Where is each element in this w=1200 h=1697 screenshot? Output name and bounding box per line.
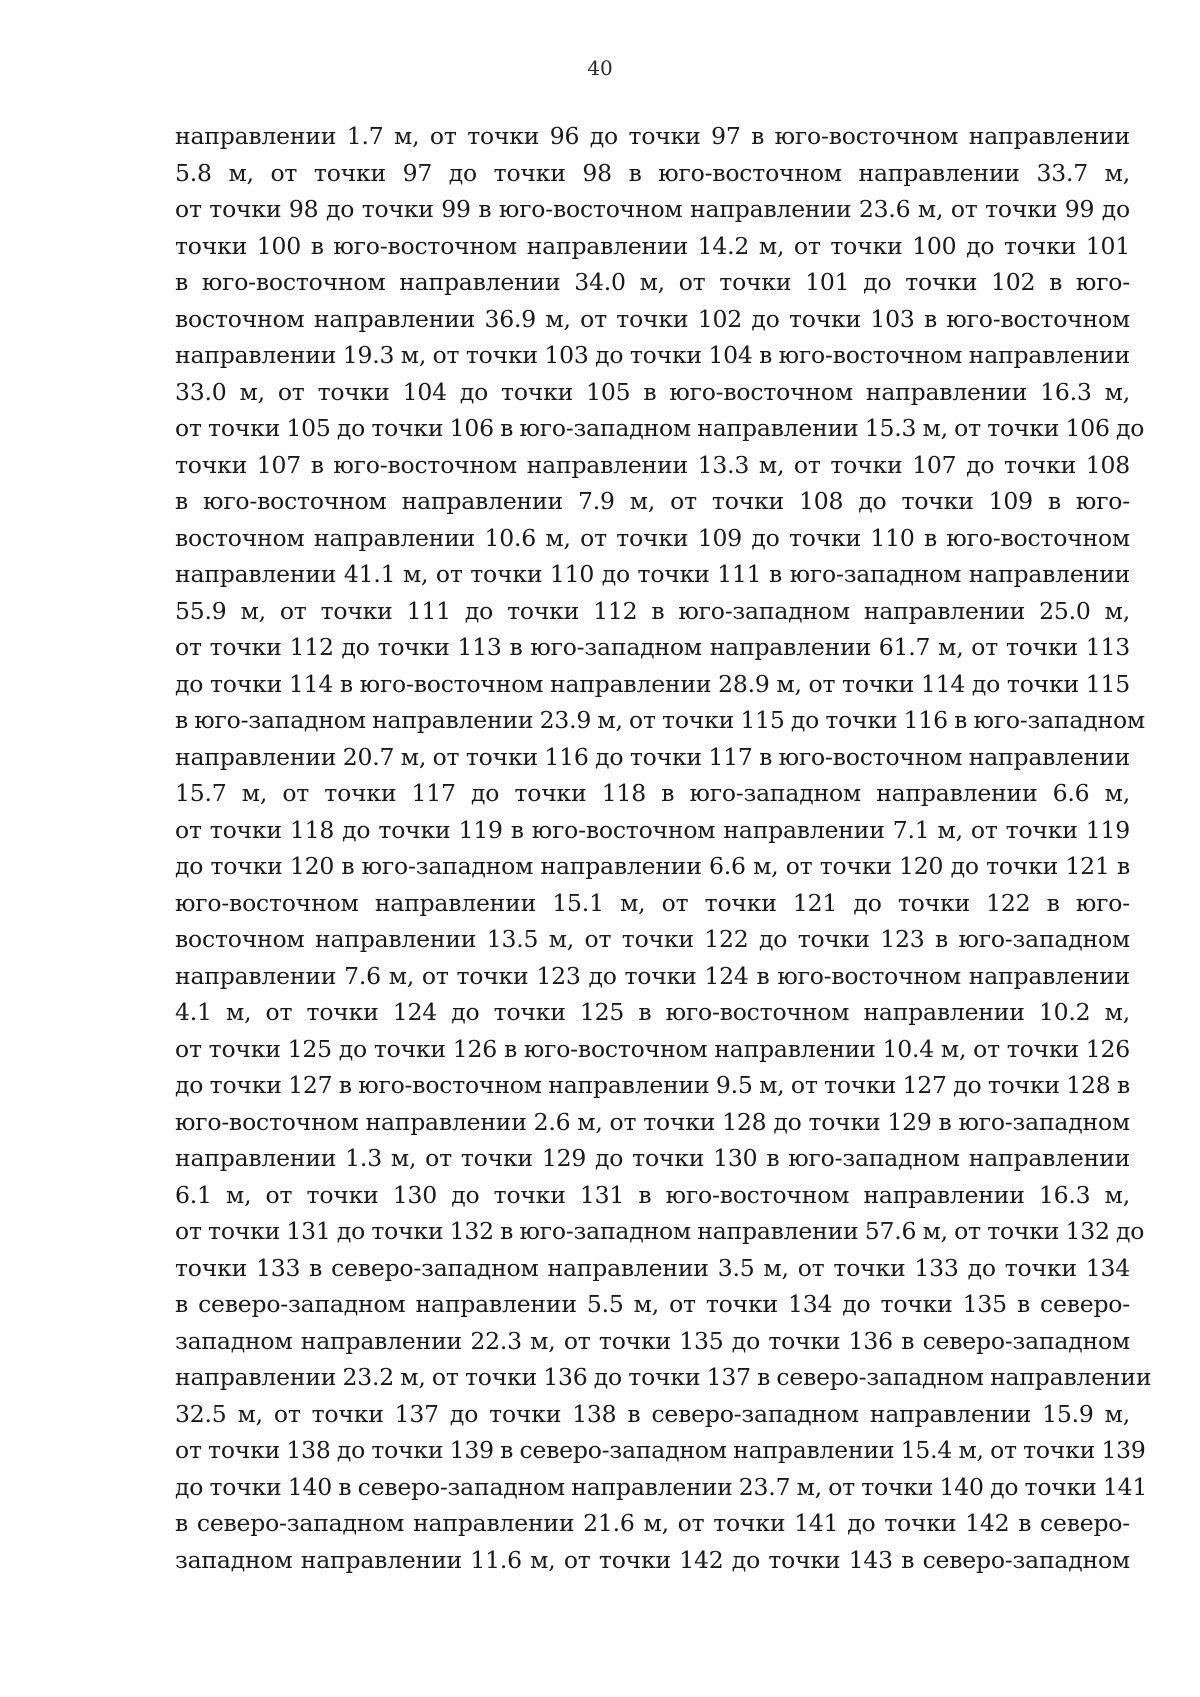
text-line: от точки 105 до точки 106 в юго-западном направлении 15.3 м, от точки 106 до	[175, 414, 1145, 442]
text-line: до точки 127 в юго-восточном направлении 9.5 м, от точки 127 до точки 128 в	[175, 1071, 1130, 1099]
body-text	[175, 118, 1152, 1578]
text-line: юго-восточном направлении 15.1 м, от точки 121 до точки 122 в юго-	[175, 888, 1130, 917]
text-line: западном направлении 11.6 м, от точки 142 до точки 143 в северо-западном	[175, 1545, 1130, 1574]
text-line: направлении 23.2 м, от точки 136 до точки 137 в северо-западном направлении	[175, 1363, 1152, 1391]
text-line: направлении 1.3 м, от точки 129 до точки 130 в юго-западном направлении	[175, 1144, 1130, 1172]
text-line: в юго-восточном направлении 7.9 м, от точки 108 до точки 109 в юго-	[175, 487, 1130, 515]
text-line: 55.9 м, от точки 111 до точки 112 в юго-западном направлении 25.0 м,	[175, 596, 1130, 625]
text-line: в северо-западном направлении 21.6 м, от точки 141 до точки 142 в северо-	[175, 1509, 1130, 1537]
text-line: восточном направлении 10.6 м, от точки 109 до точки 110 в юго-восточном	[175, 523, 1130, 552]
text-line: до точки 120 в юго-западном направлении 6.6 м, от точки 120 до точки 121 в	[175, 852, 1130, 880]
text-line: от точки 138 до точки 139 в северо-западном направлении 15.4 м, от точки 139	[175, 1436, 1146, 1464]
text-line: до точки 140 в северо-западном направлении 23.7 м, от точки 140 до точки 141	[175, 1472, 1148, 1501]
text-line: в северо-западном направлении 5.5 м, от точки 134 до точки 135 в северо-	[175, 1290, 1130, 1318]
text-line: 4.1 м, от точки 124 до точки 125 в юго-восточном направлении 10.2 м,	[175, 998, 1130, 1026]
page-number: 40	[587, 56, 613, 80]
text-line: 6.1 м, от точки 130 до точки 131 в юго-восточном направлении 16.3 м,	[175, 1180, 1130, 1209]
text-line: до точки 114 в юго-восточном направлении 28.9 м, от точки 114 до точки 115	[175, 669, 1130, 698]
text-line: от точки 112 до точки 113 в юго-западном направлении 61.7 м, от точки 113	[175, 633, 1130, 661]
text-line: от точки 125 до точки 126 в юго-восточном направлении 10.4 м, от точки 126	[175, 1034, 1130, 1063]
text-line: направлении 41.1 м, от точки 110 до точки 111 в юго-западном направлении	[175, 560, 1130, 588]
text-line: от точки 118 до точки 119 в юго-восточном направлении 7.1 м, от точки 119	[175, 815, 1130, 844]
text-line: восточном направлении 13.5 м, от точки 122 до точки 123 в юго-западном	[175, 925, 1130, 953]
text-line: от точки 131 до точки 132 в юго-западном направлении 57.6 м, от точки 132 до	[175, 1217, 1145, 1245]
text-line: направлении 19.3 м, от точки 103 до точки 104 в юго-восточном направлении	[175, 341, 1130, 369]
text-line: 32.5 м, от точки 137 до точки 138 в северо-западном направлении 15.9 м,	[175, 1399, 1130, 1428]
text-line: направлении 1.7 м, от точки 96 до точки 97 в юго-восточном направлении	[175, 122, 1130, 150]
text-line: в юго-восточном направлении 34.0 м, от точки 101 до точки 102 в юго-	[175, 268, 1130, 296]
text-line: западном направлении 22.3 м, от точки 135 до точки 136 в северо-западном	[175, 1326, 1130, 1355]
text-line: юго-восточном направлении 2.6 м, от точки 128 до точки 129 в юго-западном	[175, 1107, 1130, 1136]
text-line: точки 133 в северо-западном направлении 3.5 м, от точки 133 до точки 134	[175, 1253, 1130, 1282]
text-line: направлении 20.7 м, от точки 116 до точки 117 в юго-восточном направлении	[175, 742, 1130, 771]
text-line: точки 107 в юго-восточном направлении 13.3 м, от точки 107 до точки 108	[175, 450, 1130, 479]
text-line: от точки 98 до точки 99 в юго-восточном направлении 23.6 м, от точки 99 до	[175, 195, 1130, 223]
text-line: 15.7 м, от точки 117 до точки 118 в юго-западном направлении 6.6 м,	[175, 779, 1130, 807]
text-line: в юго-западном направлении 23.9 м, от точки 115 до точки 116 в юго-западном	[175, 706, 1146, 734]
text-line: направлении 7.6 м, от точки 123 до точки 124 в юго-восточном направлении	[175, 961, 1130, 990]
text-line: 33.0 м, от точки 104 до точки 105 в юго-восточном направлении 16.3 м,	[175, 377, 1130, 406]
text-line: 5.8 м, от точки 97 до точки 98 в юго-восточном направлении 33.7 м,	[175, 158, 1130, 187]
text-line: точки 100 в юго-восточном направлении 14.2 м, от точки 100 до точки 101	[175, 231, 1130, 260]
text-line: восточном направлении 36.9 м, от точки 102 до точки 103 в юго-восточном	[175, 304, 1130, 333]
